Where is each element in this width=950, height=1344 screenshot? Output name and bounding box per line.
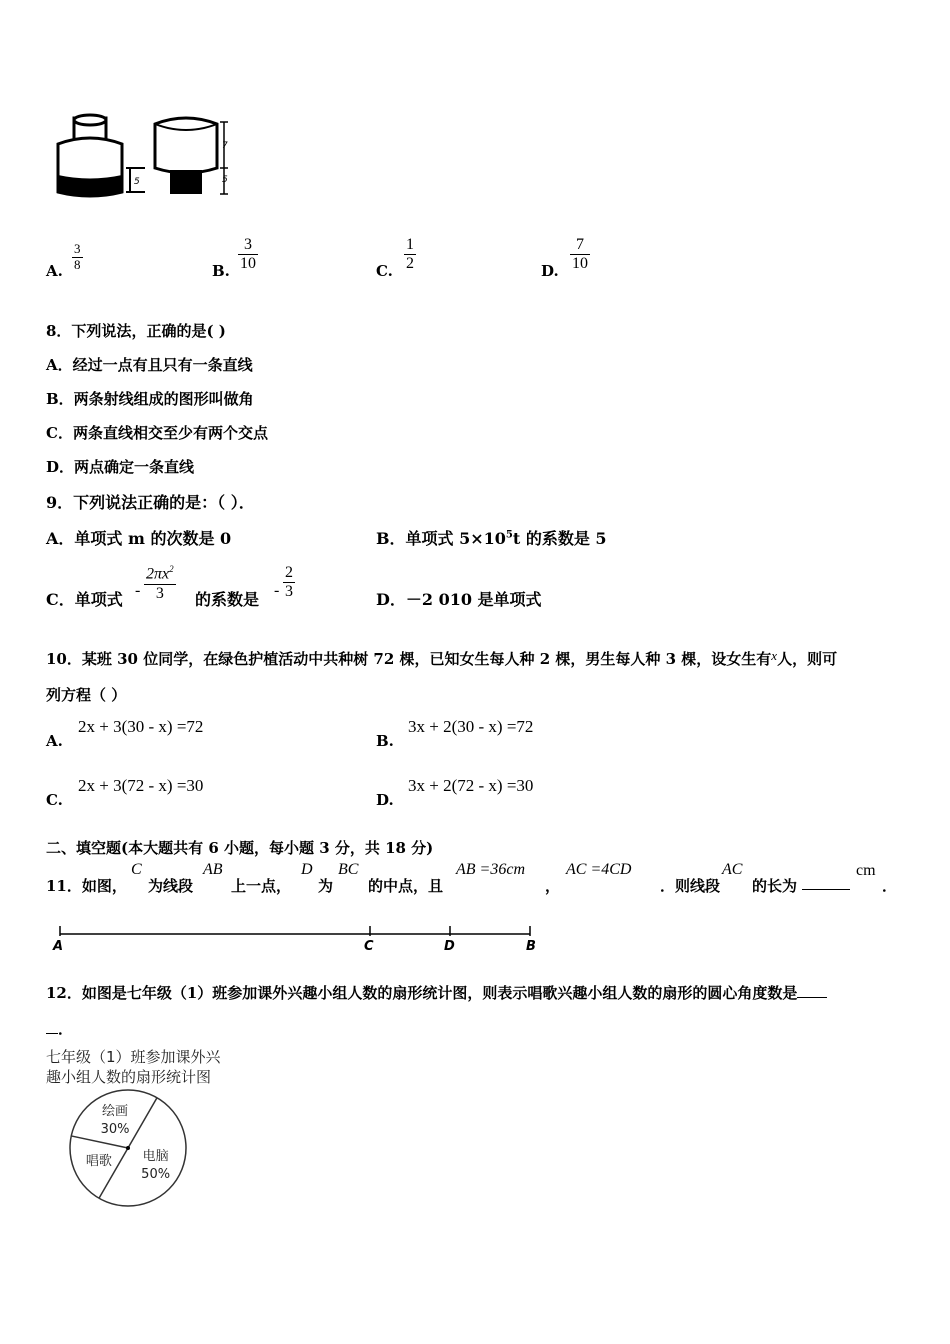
- pie-slice-value: 30%: [100, 1121, 130, 1137]
- exponent: 2: [169, 564, 174, 574]
- pie-center: [126, 1146, 130, 1150]
- q10-stem-line2: 列方程（ ）: [46, 686, 127, 704]
- denominator: 2: [406, 255, 414, 273]
- q9-option-a: A．单项式 m 的次数是 0: [46, 529, 232, 548]
- unit-cm: cm: [856, 862, 876, 879]
- q10-option-b-expr: 3x + 2(30 - x) =72: [408, 717, 534, 736]
- fraction: [570, 236, 590, 274]
- denominator: 3: [285, 583, 293, 601]
- option-text: B．单项式 5×10: [376, 529, 506, 548]
- var-c: C: [131, 861, 142, 878]
- q9-option-c-label: C．单项式: [46, 590, 123, 609]
- q8-stem: 8．下列说法，正确的是( ): [46, 322, 226, 340]
- option-letter: C.: [46, 791, 63, 809]
- chart-title-line-1: 七年级（1）班参加课外兴: [46, 1048, 221, 1066]
- var-ab: AB: [203, 861, 223, 878]
- option-letter: D.: [541, 262, 559, 280]
- top-dim-label: 7: [222, 141, 228, 151]
- numerator: 2: [285, 564, 293, 581]
- fraction: [72, 242, 83, 273]
- stem-text: 10．某班 30 位同学，在绿色护植活动中共种树 72 棵，已知女生每人种 2 棵，男生每人种 3 棵，设女生有: [46, 650, 772, 668]
- minus-sign: -: [274, 582, 280, 599]
- q11-text-7: 的长为: [752, 877, 798, 895]
- q11-text-4: 为: [318, 877, 334, 895]
- q10-option-a-expr: 2x + 3(30 - x) =72: [78, 717, 204, 736]
- left-dim-label: 5: [134, 177, 140, 187]
- stem-text: 人，则可: [777, 650, 838, 668]
- q9-option-b: [376, 526, 607, 549]
- cylinder-figure: [50, 110, 250, 200]
- minus-sign: -: [135, 582, 141, 599]
- numerator: 2πx: [146, 565, 170, 583]
- option-text: t 的系数是 5: [512, 529, 607, 548]
- option-letter: B.: [212, 262, 230, 280]
- numerator: 1: [406, 236, 414, 253]
- fraction: [238, 236, 258, 274]
- q11-text-1: 11．如图，: [46, 877, 127, 895]
- q8-option-d: D．两点确定一条直线: [46, 458, 195, 476]
- answer-blank[interactable]: [802, 875, 850, 894]
- numerator: 3: [244, 236, 252, 253]
- numerator: 3: [74, 241, 81, 256]
- numerator: 7: [576, 236, 584, 253]
- period: ．: [58, 1020, 74, 1038]
- bottom-dim-label: 5: [222, 175, 228, 185]
- point-c-label: C: [364, 939, 374, 954]
- q12-stem-tail: [46, 1018, 73, 1039]
- var-ac: AC: [722, 861, 743, 878]
- option-letter: C.: [376, 262, 393, 280]
- option-letter: A.: [46, 262, 63, 280]
- denominator: 10: [572, 255, 588, 273]
- point-d-label: D: [444, 939, 455, 954]
- option-letter: D.: [376, 791, 394, 809]
- q8-option-c: C．两条直线相交至少有两个交点: [46, 424, 268, 442]
- pie-slice-label: 唱歌: [85, 1153, 112, 1169]
- q9-c-answer-fraction: [283, 564, 295, 602]
- segment-figure: [48, 920, 548, 956]
- q11-text-5: 的中点，且: [368, 877, 444, 895]
- section-heading: 二、填空题(本大题共有 6 小题，每小题 3 分，共 18 分): [46, 839, 434, 857]
- point-b-label: B: [526, 939, 536, 954]
- pie-slice-value: 50%: [141, 1166, 171, 1182]
- q8-option-a: A．经过一点有且只有一条直线: [46, 356, 253, 374]
- q10-option-d-expr: 3x + 2(72 - x) =30: [408, 776, 534, 795]
- stem-text: 12．如图是七年级（1）班参加课外兴趣小组人数的扇形统计图，则表示唱歌兴趣小组人数的扇形的圆心角度数是: [46, 984, 798, 1002]
- pie-chart: [60, 1088, 200, 1210]
- pie-slice-label: 电脑: [142, 1148, 169, 1164]
- q9-c-fraction: [144, 564, 176, 603]
- denominator: 3: [155, 584, 164, 602]
- q11-text-2: 为线段: [148, 877, 194, 895]
- chart-title-line-2: 趣小组人数的扇形统计图: [46, 1068, 212, 1086]
- point-a-label: A: [53, 939, 64, 954]
- variable: x: [771, 648, 778, 663]
- denominator: 10: [240, 255, 256, 273]
- q10-option-c-expr: 2x + 3(72 - x) =30: [78, 776, 204, 795]
- q11-text-3: 上一点，: [231, 877, 292, 895]
- q12-stem: [46, 982, 827, 1003]
- var-d: D: [301, 861, 313, 878]
- q11-text-6: ．则线段: [660, 877, 721, 895]
- q10-stem-line1: [46, 648, 837, 669]
- option-letter: B.: [376, 732, 394, 750]
- period: ．: [882, 877, 898, 895]
- comma: ，: [545, 877, 561, 895]
- exponent: 5: [505, 529, 513, 541]
- option-letter: A.: [46, 732, 63, 750]
- denominator: 8: [74, 256, 81, 272]
- var-bc: BC: [338, 861, 359, 878]
- q9-option-d: D．－2 010 是单项式: [376, 590, 542, 609]
- fraction: [404, 236, 416, 274]
- equation-1: AB =36cm: [456, 861, 525, 878]
- q9-stem: 9．下列说法正确的是：（ ）．: [46, 493, 255, 512]
- equation-2: AC =4CD: [566, 861, 632, 878]
- q8-option-b: B．两条射线组成的图形叫做角: [46, 390, 254, 408]
- q9-option-c-mid: 的系数是: [195, 590, 260, 609]
- pie-slice-label: 绘画: [102, 1103, 129, 1119]
